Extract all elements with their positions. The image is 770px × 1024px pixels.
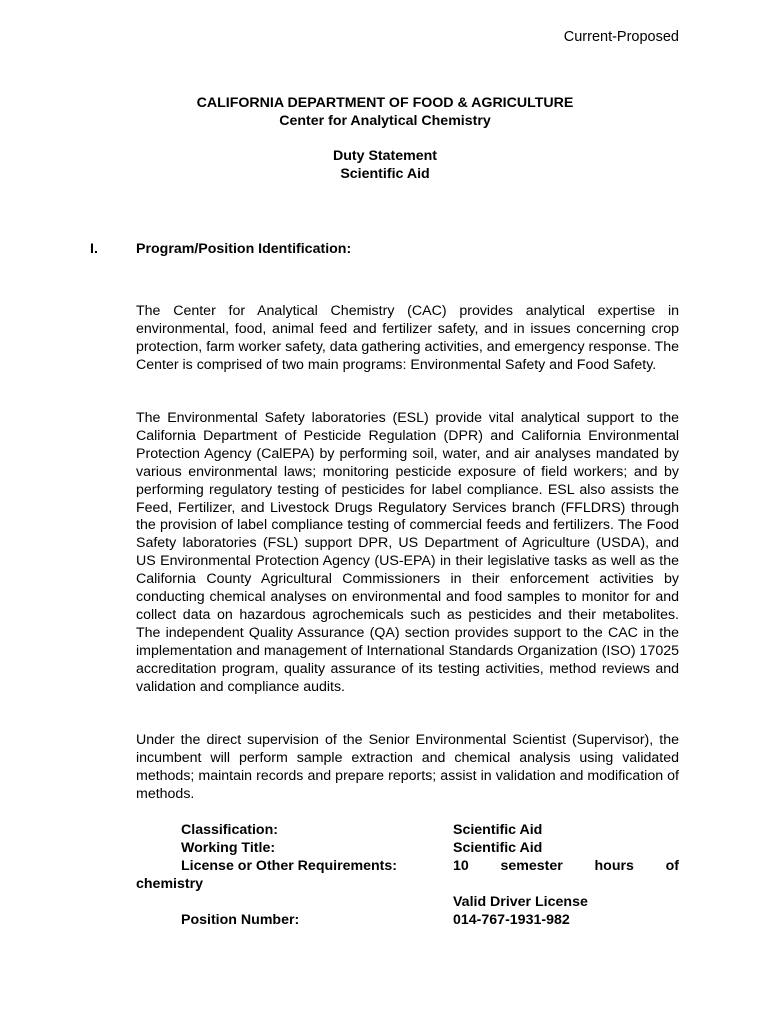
working-title-value: Scientific Aid xyxy=(453,840,543,856)
license-label: License or Other Requirements: xyxy=(181,858,398,874)
field-license xyxy=(136,857,679,875)
position-number-value: 014-767-1931-982 xyxy=(453,912,570,928)
paragraph-supervision: Under the direct supervision of the Senior Environmental Scientist (Supervisor), the incumbent will perform sample extraction and chemical analysis using validated methods; maintain records and prepare reports; assist in validation and modification of methods. xyxy=(136,732,679,802)
document-type: Duty Statement xyxy=(332,148,438,164)
license-value-wrap: chemistry xyxy=(136,876,204,892)
field-classification xyxy=(136,821,679,839)
document-title-block xyxy=(0,94,770,130)
duty-title-block xyxy=(0,147,770,183)
document-status: Current-Proposed xyxy=(563,29,679,45)
license-word: 10 xyxy=(453,858,469,874)
working-title-label: Working Title: xyxy=(181,840,276,856)
position-title: Scientific Aid xyxy=(340,166,430,182)
field-license-2 xyxy=(136,893,679,911)
section-title: Program/Position Identification: xyxy=(136,241,352,257)
position-number-label: Position Number: xyxy=(181,912,300,928)
classification-label: Classification: xyxy=(181,822,278,838)
license-word: hours xyxy=(594,858,634,874)
position-fields xyxy=(136,821,679,929)
classification-value: Scientific Aid xyxy=(453,822,543,838)
license-word: of xyxy=(665,858,679,874)
license-word: semester xyxy=(500,858,563,874)
license-value-2: Valid Driver License xyxy=(453,894,588,910)
paragraph-cac-overview: The Center for Analytical Chemistry (CAC) provides analytical expertise in environmental, food, animal feed and fertilizer safety, and in issues concerning crop protection, farm worker safety, data gathering activities, and emergency response. The Center is comprised of two main programs: Environmental Safety and Food Safety. xyxy=(136,303,679,373)
center-name: Center for Analytical Chemistry xyxy=(279,113,491,129)
department-name: CALIFORNIA DEPARTMENT OF FOOD & AGRICULTURE xyxy=(196,95,574,111)
paragraph-lab-programs: The Environmental Safety laboratories (ESL) provide vital analytical support to the California Department of Pesticide Regulation (DPR) and California Environmental Protection Agency (CalEPA) by performing soil, water, and air analyses mandated by various environmental laws; monitoring pesticide exposure of field workers; and by performing regulatory testing of pesticides for label compliance. ESL also assists the Feed, Fertilizer, and Livestock Drugs Regulatory Services branch (FFLDRS) through the provision of label compliance testing of commercial feeds and fertilizers. The Food Safety laboratories (FSL) support DPR, US Department of Agriculture (USDA), and US Environmental Protection Agency (US-EPA) in their legislative tasks as well as the California County Agricultural Commissioners in their enforcement activities by conducting chemical analyses on environmental and food samples to monitor for and collect data on hazardous agrochemicals such as pesticides and their metabolites. The independent Quality Assurance (QA) section provides support to the CAC in the implementation and management of International Standards Organization (ISO) 17025 accreditation program, quality assurance of its testing activities, method reviews and validation and compliance audits. xyxy=(136,410,679,695)
field-position-number xyxy=(136,911,679,929)
license-value xyxy=(453,857,679,875)
field-working-title xyxy=(136,839,679,857)
section-number: I. xyxy=(90,241,98,257)
